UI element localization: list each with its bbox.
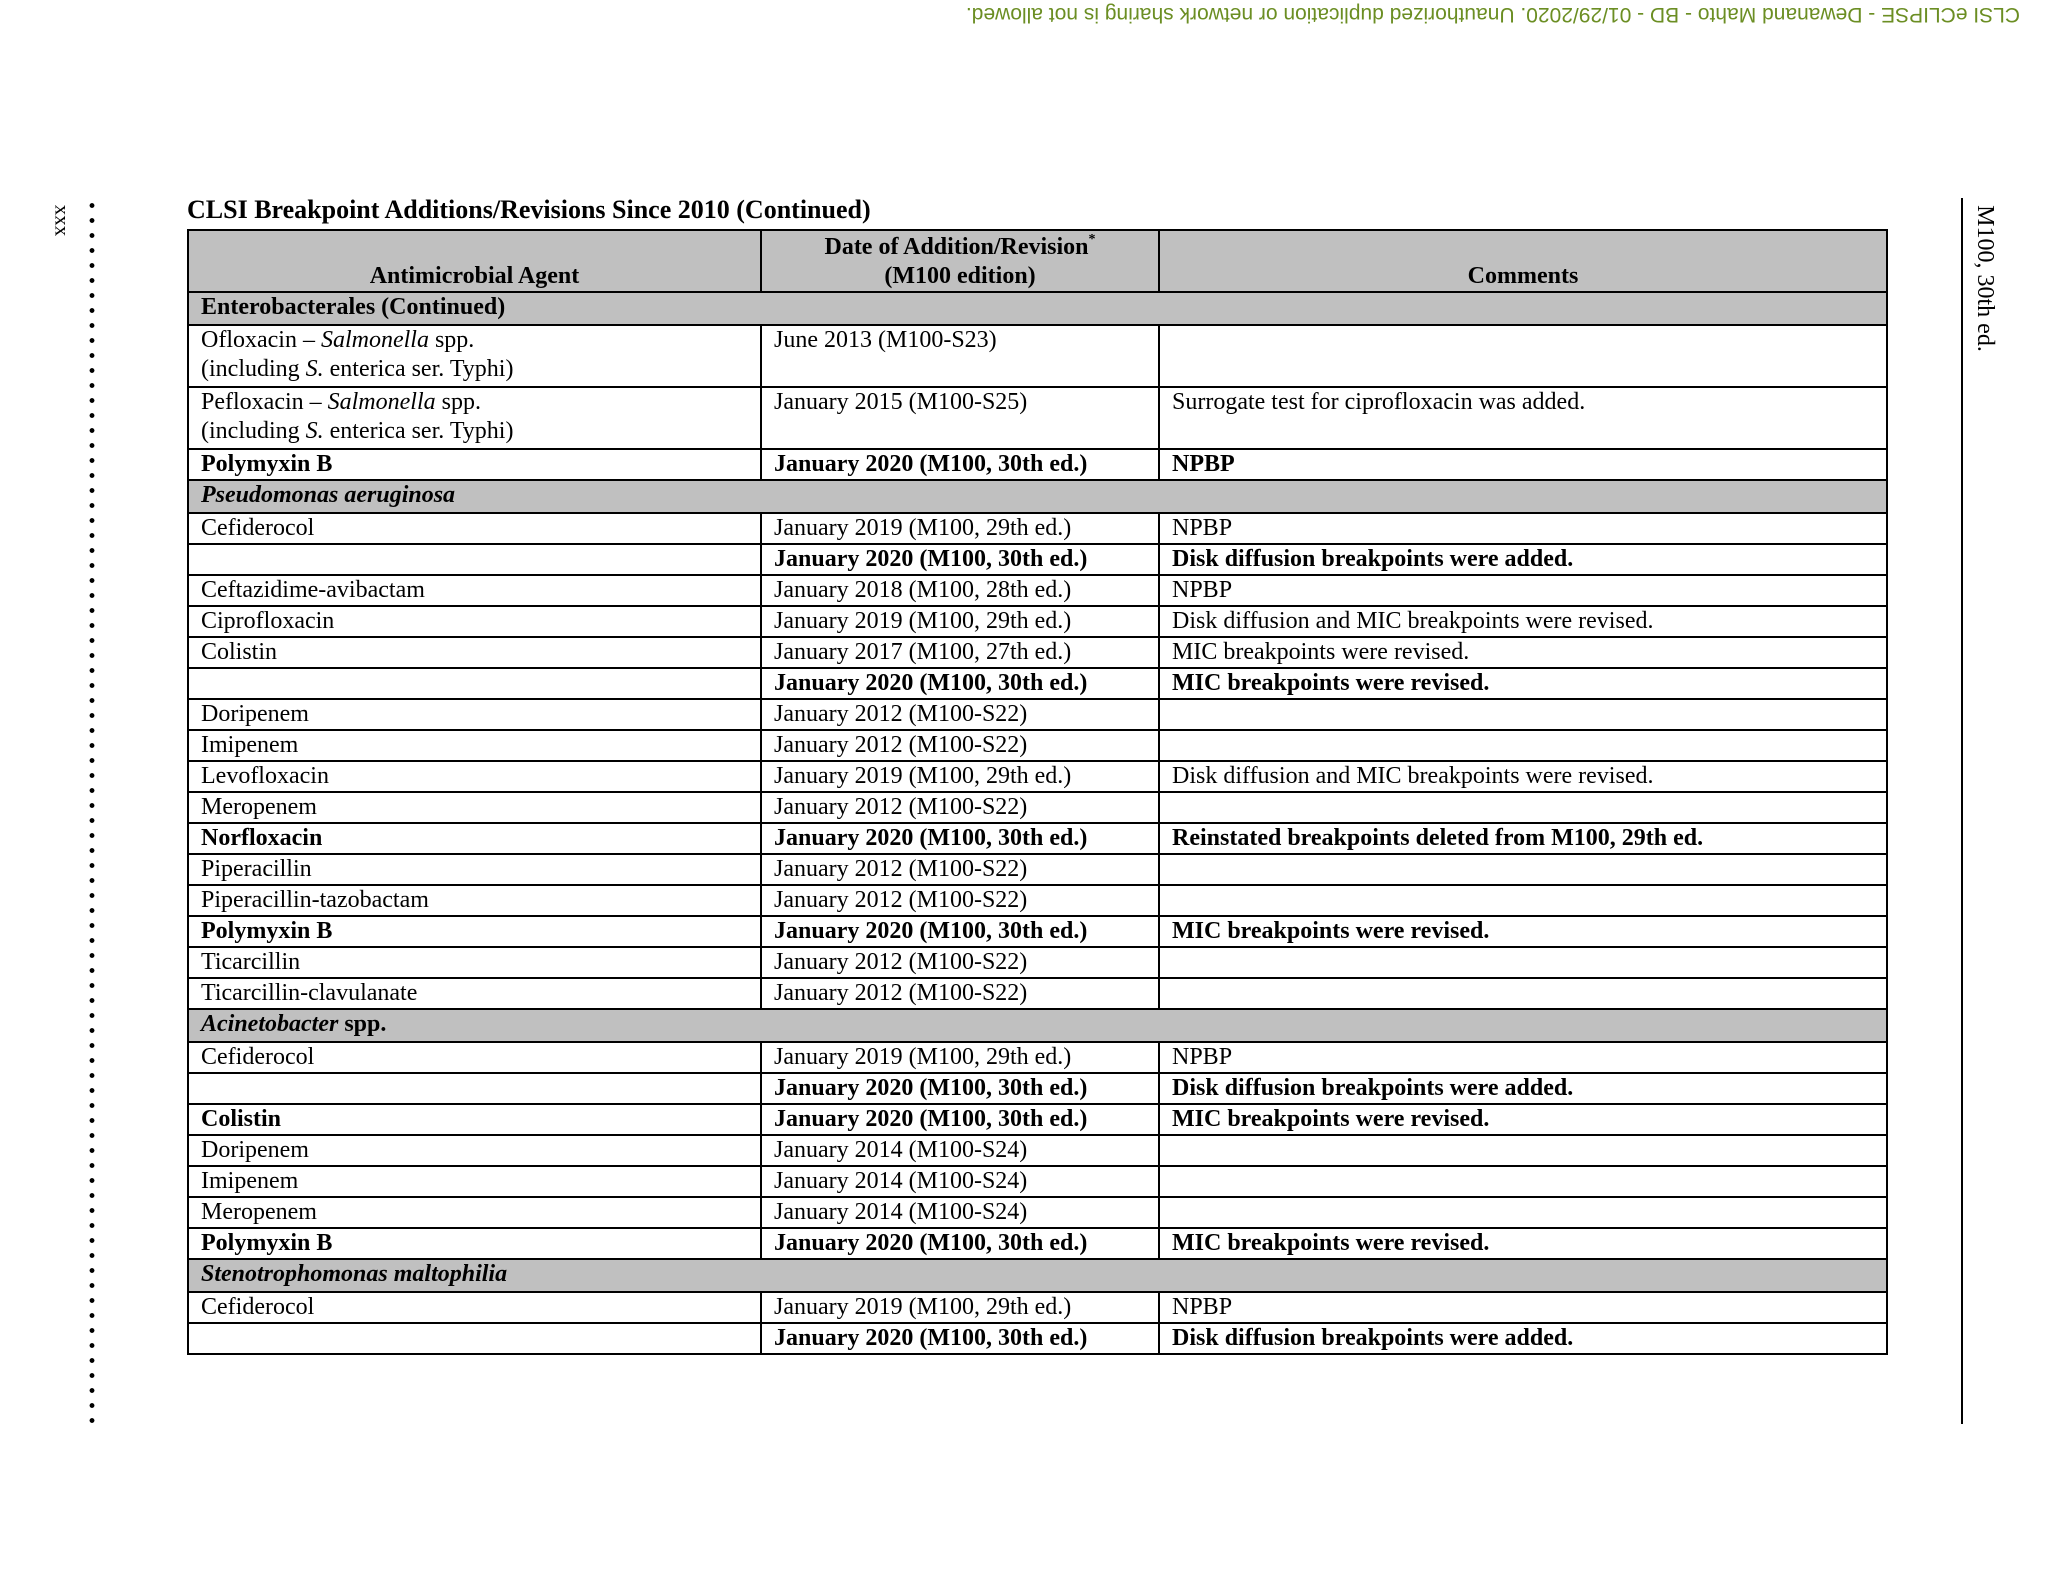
date-cell: January 2018 (M100, 28th ed.) [761, 575, 1159, 606]
section-header-row [188, 292, 1887, 325]
table-row [188, 792, 1887, 823]
comment-cell [1159, 325, 1887, 387]
comment-cell [1159, 854, 1887, 885]
comment-cell: MIC breakpoints were revised. [1159, 668, 1887, 699]
comment-cell: MIC breakpoints were revised. [1159, 1104, 1887, 1135]
comment-cell: MIC breakpoints were revised. [1159, 1228, 1887, 1259]
section-title [188, 480, 1887, 513]
date-cell: January 2020 (M100, 30th ed.) [761, 449, 1159, 480]
date-cell: January 2014 (M100-S24) [761, 1197, 1159, 1228]
date-cell: January 2020 (M100, 30th ed.) [761, 1323, 1159, 1354]
agent-cell: Imipenem [188, 1166, 761, 1197]
section-header-row [188, 1009, 1887, 1042]
date-cell: January 2020 (M100, 30th ed.) [761, 1073, 1159, 1104]
date-cell: January 2012 (M100-S22) [761, 854, 1159, 885]
table-row [188, 1228, 1887, 1259]
agent-cell [188, 668, 761, 699]
section-title-italic: Pseudomonas aeruginosa [201, 482, 456, 508]
right-margin-rule [1961, 198, 1963, 1424]
date-cell: January 2012 (M100-S22) [761, 978, 1159, 1009]
date-cell: January 2019 (M100, 29th ed.) [761, 606, 1159, 637]
agent-cell: Norfloxacin [188, 823, 761, 854]
comment-cell: MIC breakpoints were revised. [1159, 916, 1887, 947]
date-cell: January 2012 (M100-S22) [761, 947, 1159, 978]
agent-cell: Cefiderocol [188, 1042, 761, 1073]
table-row [188, 637, 1887, 668]
date-cell: January 2012 (M100-S22) [761, 885, 1159, 916]
date-cell: January 2017 (M100, 27th ed.) [761, 637, 1159, 668]
section-title [188, 1259, 1887, 1292]
agent-cell: Polymyxin B [188, 1228, 761, 1259]
table-row [188, 449, 1887, 480]
date-cell: January 2012 (M100-S22) [761, 730, 1159, 761]
table-row [188, 325, 1887, 387]
date-cell: January 2020 (M100, 30th ed.) [761, 823, 1159, 854]
comment-cell: Disk diffusion and MIC breakpoints were revised. [1159, 606, 1887, 637]
date-cell: January 2020 (M100, 30th ed.) [761, 544, 1159, 575]
agent-cell: Cefiderocol [188, 513, 761, 544]
date-cell: January 2014 (M100-S24) [761, 1135, 1159, 1166]
date-cell: January 2020 (M100, 30th ed.) [761, 668, 1159, 699]
table-row [188, 1104, 1887, 1135]
table-row [188, 1135, 1887, 1166]
date-cell: January 2012 (M100-S22) [761, 792, 1159, 823]
comment-cell: Disk diffusion and MIC breakpoints were revised. [1159, 761, 1887, 792]
agent-cell: Ceftazidime-avibactam [188, 575, 761, 606]
agent-cell: Ciprofloxacin [188, 606, 761, 637]
comment-cell [1159, 885, 1887, 916]
section-title: Acinetobacter spp. [188, 1009, 1887, 1042]
date-cell: January 2019 (M100, 29th ed.) [761, 761, 1159, 792]
comment-cell: Disk diffusion breakpoints were added. [1159, 1073, 1887, 1104]
page-title: CLSI Breakpoint Additions/Revisions Since 2010 (Continued) [187, 195, 871, 224]
agent-cell: Polymyxin B [188, 916, 761, 947]
date-cell: January 2012 (M100-S22) [761, 699, 1159, 730]
comment-cell [1159, 1166, 1887, 1197]
table-header-row [188, 230, 1887, 292]
agent-cell: Ofloxacin – Salmonella spp. (including S. enterica ser. Typhi) [188, 325, 761, 387]
agent-cell: Piperacillin [188, 854, 761, 885]
date-cell: January 2019 (M100, 29th ed.) [761, 513, 1159, 544]
agent-cell: Colistin [188, 637, 761, 668]
agent-cell: Doripenem [188, 699, 761, 730]
table-row [188, 606, 1887, 637]
agent-cell: Colistin [188, 1104, 761, 1135]
section-header-row [188, 480, 1887, 513]
agent-cell: Doripenem [188, 1135, 761, 1166]
agent-cell [188, 544, 761, 575]
table-row [188, 1166, 1887, 1197]
table-row [188, 1197, 1887, 1228]
edition-label: M100, 30th ed. [1971, 204, 1998, 352]
comment-cell [1159, 947, 1887, 978]
table-row [188, 1292, 1887, 1323]
table-row [188, 854, 1887, 885]
section-header-row [188, 1259, 1887, 1292]
section-title-italic: Acinetobacter [201, 1011, 339, 1037]
table-row [188, 885, 1887, 916]
agent-cell: Meropenem [188, 792, 761, 823]
side-page-label: xxx [50, 204, 75, 236]
table-row [188, 1042, 1887, 1073]
agent-cell: Ticarcillin-clavulanate [188, 978, 761, 1009]
comment-cell: NPBP [1159, 1042, 1887, 1073]
comment-cell [1159, 978, 1887, 1009]
table-row [188, 513, 1887, 544]
date-cell: January 2020 (M100, 30th ed.) [761, 1228, 1159, 1259]
agent-cell: Ticarcillin [188, 947, 761, 978]
header-date: Date of Addition/Revision* (M100 edition) [761, 230, 1159, 292]
agent-cell [188, 1323, 761, 1354]
agent-cell: Piperacillin-tazobactam [188, 885, 761, 916]
comment-cell: NPBP [1159, 449, 1887, 480]
date-cell: January 2020 (M100, 30th ed.) [761, 916, 1159, 947]
table-row [188, 699, 1887, 730]
table-row [188, 1323, 1887, 1354]
date-cell: January 2015 (M100-S25) [761, 387, 1159, 449]
comment-cell [1159, 1197, 1887, 1228]
comment-cell: Disk diffusion breakpoints were added. [1159, 1323, 1887, 1354]
table-row [188, 823, 1887, 854]
table-row [188, 575, 1887, 606]
breakpoint-table [187, 229, 1888, 1355]
comment-cell [1159, 699, 1887, 730]
table-row [188, 1073, 1887, 1104]
table-row [188, 978, 1887, 1009]
dotted-margin-line [89, 198, 95, 1426]
agent-cell: Polymyxin B [188, 449, 761, 480]
date-cell: June 2013 (M100-S23) [761, 325, 1159, 387]
comment-cell: NPBP [1159, 1292, 1887, 1323]
comment-cell: NPBP [1159, 575, 1887, 606]
table-row [188, 947, 1887, 978]
agent-cell [188, 1073, 761, 1104]
agent-cell: Imipenem [188, 730, 761, 761]
table-row [188, 387, 1887, 449]
comment-cell [1159, 1135, 1887, 1166]
table-row [188, 761, 1887, 792]
table-row [188, 544, 1887, 575]
date-cell: January 2014 (M100-S24) [761, 1166, 1159, 1197]
section-title-italic: Stenotrophomonas maltophilia [201, 1261, 508, 1287]
header-agent: Antimicrobial Agent [188, 230, 761, 292]
date-cell: January 2019 (M100, 29th ed.) [761, 1042, 1159, 1073]
agent-cell: Pefloxacin – Salmonella spp. (including S. enterica ser. Typhi) [188, 387, 761, 449]
table-row [188, 730, 1887, 761]
comment-cell [1159, 730, 1887, 761]
watermark-notice: CLSI eCLIPSE - Dewanand Mahto - BD - 01/29/2020. Unauthorized duplication or network sharing is not allowed. [965, 3, 2020, 26]
agent-cell: Cefiderocol [188, 1292, 761, 1323]
agent-cell: Levofloxacin [188, 761, 761, 792]
section-title: Enterobacterales (Continued) [188, 292, 1887, 325]
table-row [188, 916, 1887, 947]
agent-cell: Meropenem [188, 1197, 761, 1228]
header-comments: Comments [1159, 230, 1887, 292]
table-row [188, 668, 1887, 699]
comment-cell: Disk diffusion breakpoints were added. [1159, 544, 1887, 575]
comment-cell: NPBP [1159, 513, 1887, 544]
date-cell: January 2019 (M100, 29th ed.) [761, 1292, 1159, 1323]
comment-cell: Surrogate test for ciprofloxacin was added. [1159, 387, 1887, 449]
comment-cell [1159, 792, 1887, 823]
comment-cell: MIC breakpoints were revised. [1159, 637, 1887, 668]
date-cell: January 2020 (M100, 30th ed.) [761, 1104, 1159, 1135]
comment-cell: Reinstated breakpoints deleted from M100, 29th ed. [1159, 823, 1887, 854]
